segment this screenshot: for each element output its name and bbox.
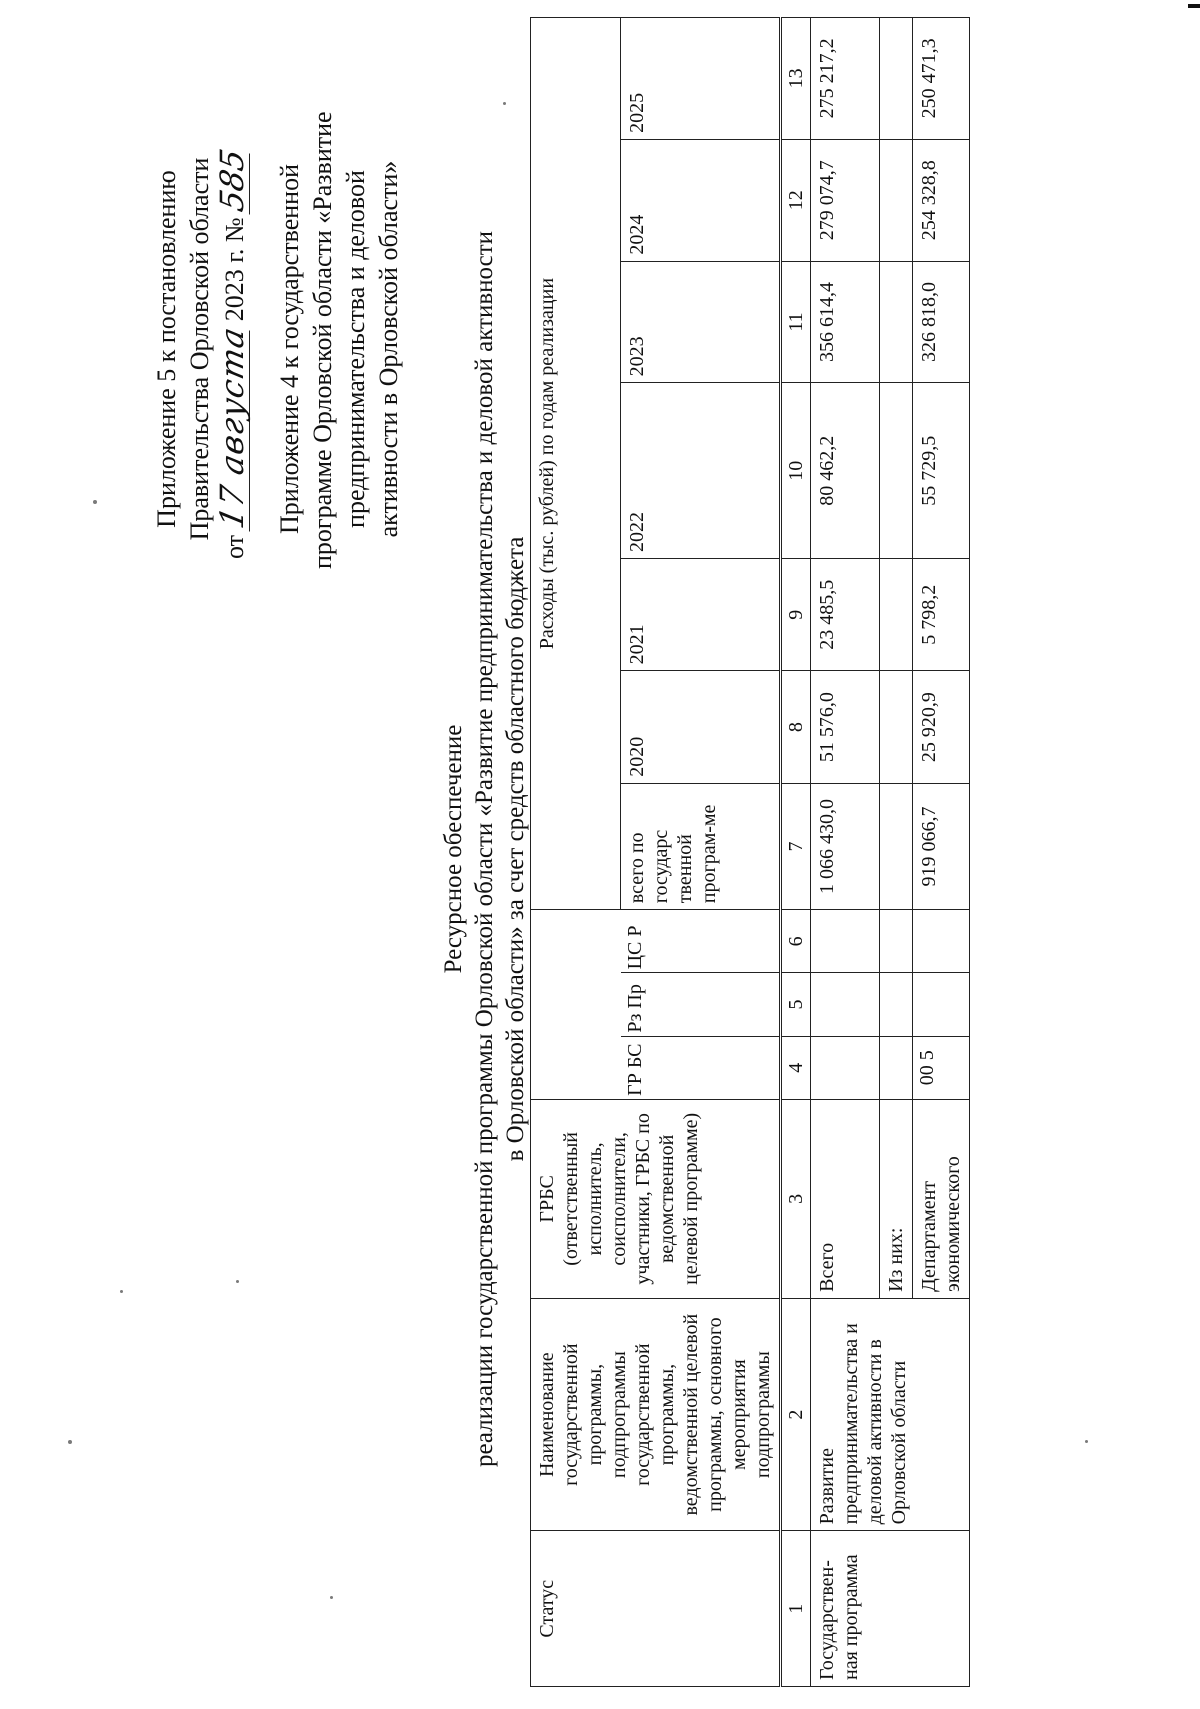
row-csr [913,910,970,973]
header-year-2023: 2023 [621,261,781,383]
column-number: 1 [781,1531,811,1687]
column-number: 2 [781,1298,811,1531]
header-year-2021: 2021 [621,558,781,670]
document-header [150,111,405,569]
handwritten-number: 585 [213,145,251,215]
title-line-3: в Орловской области» за счет средств областного бюджета [502,536,529,1162]
header-line-1: Приложение 5 к постановлению [152,170,181,528]
row-grbs-code [811,1036,880,1099]
column-number: 11 [781,261,811,383]
table-header-row-1 [531,18,621,1687]
row-value-2021: 23 485,5 [811,558,880,670]
row-csr [811,910,880,973]
title-line-2: реализации государственной программы Орловской области «Развитие предпринимательства и деловой активности [471,230,498,1468]
row-value-2021: 5 798,2 [913,558,970,670]
year-label: 2023 г. № [220,217,249,322]
row-value-2023: 326 818,0 [913,261,970,383]
appendix-line-1: Приложение 4 к государственной [275,164,304,534]
column-number: 9 [781,558,811,670]
row-value-2025: 275 217,2 [811,18,880,140]
row-value-2020: 25 920,9 [913,671,970,783]
column-number: 8 [781,671,811,783]
column-number: 3 [781,1099,811,1298]
from-label: от [220,534,249,559]
header-empty-codes [531,910,621,1100]
appendix-line-3: предпринимательства и деловой [341,170,370,528]
row-grbs: Департамент экономического [913,1099,970,1298]
header-grbs-code: ГР БС [621,1036,781,1099]
header-year-2025: 2025 [621,18,781,140]
row-grbs: Всего [811,1099,880,1298]
header-year-2020: 2020 [621,671,781,783]
row-name: Развитие предпринимательства и деловой активности в Орловской области [811,1298,970,1531]
resolution-date-line [213,129,251,569]
header-status: Статус [531,1531,781,1687]
header-rzpr: Рз Пр [621,973,781,1036]
row-total: 1 066 430,0 [811,783,880,909]
header-total: всего по государс твенной програм-ме [621,783,781,909]
header-year-2024: 2024 [621,139,781,261]
row-total: 919 066,7 [913,783,970,909]
row-value-2022: 80 462,2 [811,383,880,559]
row-value-2024: 279 074,7 [811,139,880,261]
row-value-2022: 55 729,5 [913,383,970,559]
row-rzpr [913,973,970,1036]
row-rzpr [811,973,880,1036]
column-number: 4 [781,1036,811,1099]
header-grbs: ГРБС (ответственный исполнитель, соисполнители, участники, ГРБС по ведомственной целевой программе) [531,1099,781,1298]
column-number: 12 [781,139,811,261]
appendix-line-4: активности в Орловской области» [374,160,403,538]
row-grbs-code: 00 5 [913,1036,970,1099]
row-value-2025: 250 471,3 [913,18,970,140]
row-value-2024: 254 328,8 [913,139,970,261]
row-grbs: Из них: [880,1099,913,1298]
header-year-2022: 2022 [621,383,781,559]
header-name: Наименование государственной программы, подпрограммы государственной программы, ведомственной целевой программы, основного мероприятия подпрограммы [531,1298,781,1531]
column-number: 6 [781,910,811,973]
row-status: Государствен-ная программа [811,1531,970,1687]
appendix-line-2: программе Орловской области «Развитие [308,111,337,569]
handwritten-date: 17 августа [213,323,251,533]
title-line-1: Ресурсное обеспечение [440,724,467,974]
header-csr: ЦС Р [621,910,781,973]
column-number: 13 [781,18,811,140]
row-value-2020: 51 576,0 [811,671,880,783]
column-number: 10 [781,383,811,559]
header-line-2: Правительства Орловской области [185,157,214,541]
header-expenses: Расходы (тыс. рублей) по годам реализации [531,18,621,910]
resource-table [530,17,970,1687]
column-number-row [781,18,811,1687]
column-number: 7 [781,783,811,909]
row-value-2023: 356 614,4 [811,261,880,383]
table-row [811,18,880,1687]
column-number: 5 [781,973,811,1036]
document-title [438,89,531,1609]
